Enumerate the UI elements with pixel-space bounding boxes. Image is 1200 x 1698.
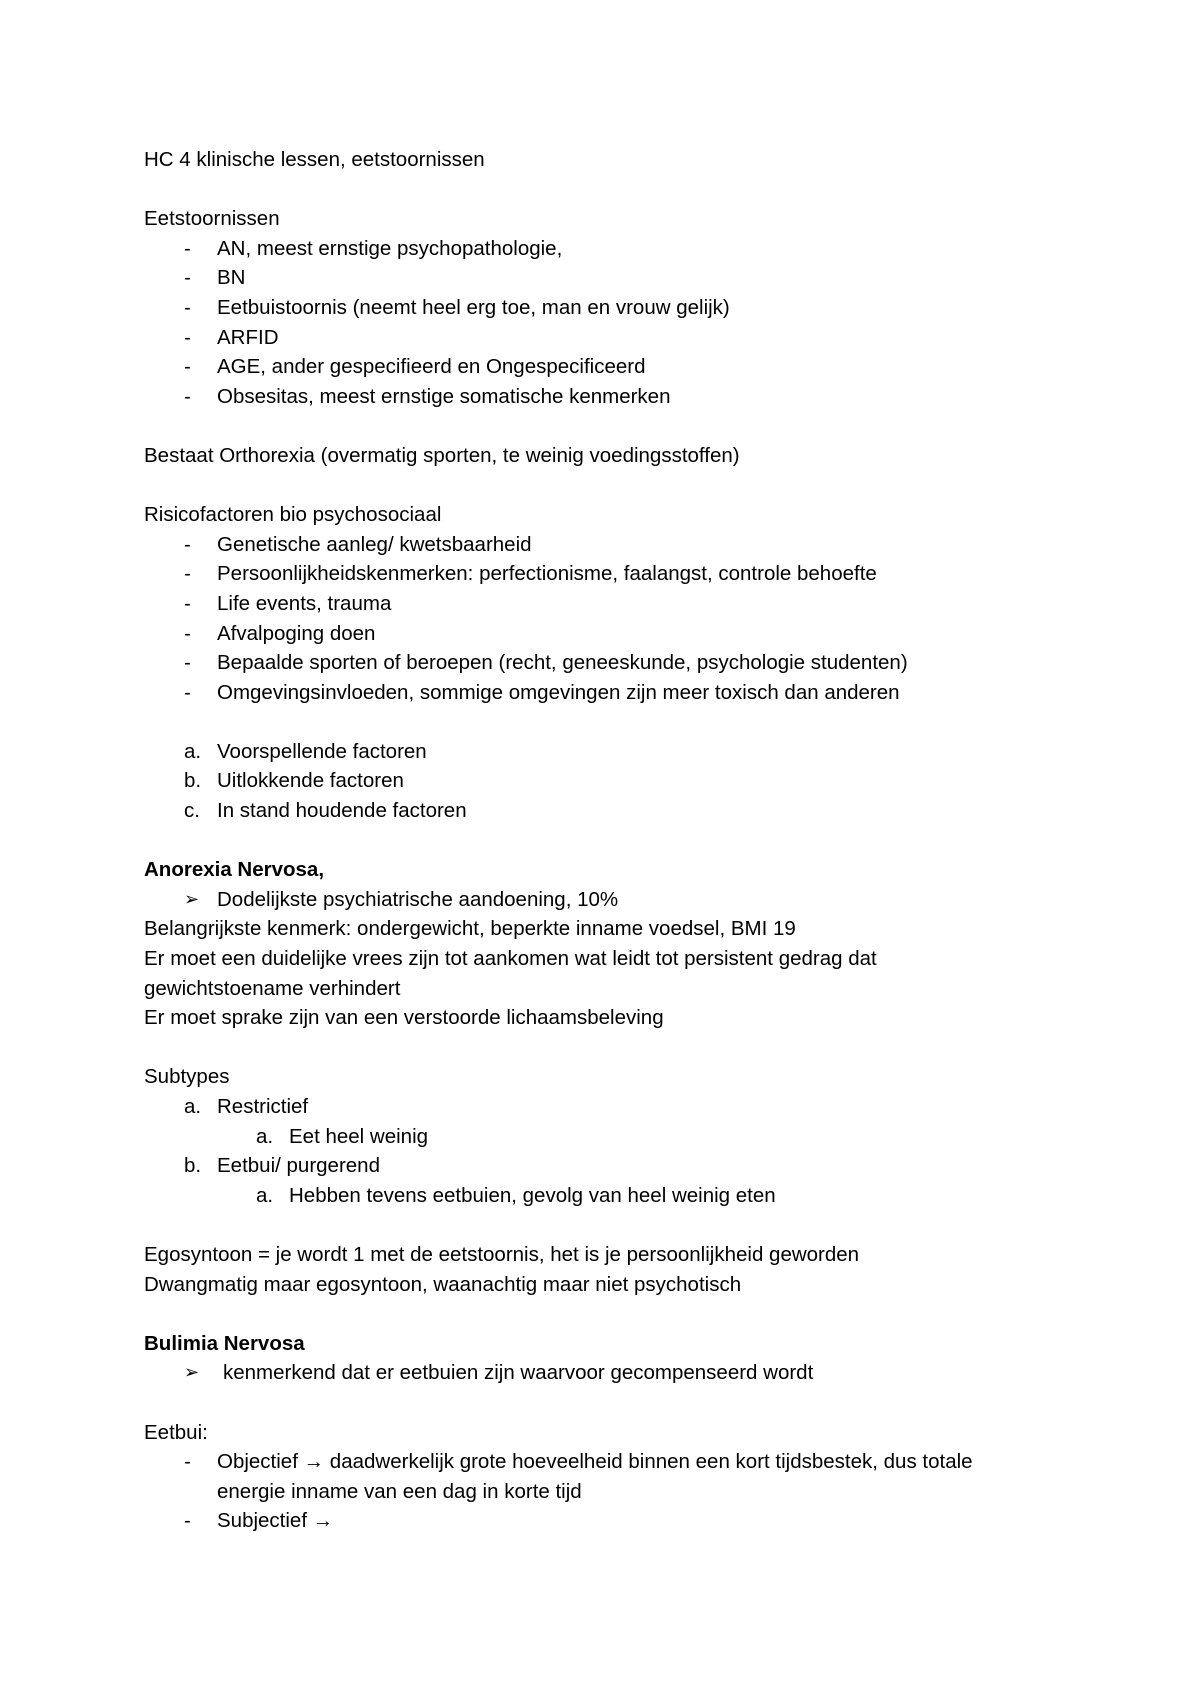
dash-marker: - [184,532,191,556]
document-title: HC 4 klinische lessen, eetstoornissen [144,148,485,171]
letter-marker: b. [184,769,202,793]
list-item: a. Restrictief [144,1092,1084,1122]
list-item: - Obsesitas, meest ernstige somatische kenmerken [144,382,1084,412]
list-item: a. Eet heel weinig [144,1122,1084,1152]
list-item: ➢ Dodelijkste psychiatrische aandoening, 10% [144,885,1084,915]
spacer [144,175,1084,205]
dash-marker: - [184,680,191,704]
list-item: - ARFID [144,323,1084,353]
orthorexia-line: Bestaat Orthorexia (overmatig sporten, te weinig voedingsstoffen) [144,443,740,467]
list-item [144,1506,1084,1536]
paragraph-line: Dwangmatig maar egosyntoon, waanachtig maar niet psychotisch [144,1272,742,1296]
dash-marker: - [184,591,191,615]
paragraph-line: Er moet sprake zijn van een verstoorde lichaamsbeleving [144,1006,664,1030]
spacer [144,707,1084,737]
list-item: ➢ kenmerkend dat er eetbuien zijn waarvoor gecompenseerd wordt [144,1358,1084,1388]
dash-marker: - [184,1450,191,1474]
letter-marker: b. [184,1154,202,1178]
dash-marker: - [184,295,191,319]
list-item-continuation: energie inname van een dag in korte tijd [217,1479,582,1503]
list-item: - Afvalpoging doen [144,619,1084,649]
list-item: a. Hebben tevens eetbuien, gevolg van heel weinig eten [144,1181,1084,1211]
bulimia-heading: Bulimia Nervosa [144,1331,305,1355]
dash-marker: - [184,266,191,290]
paragraph-line: Egosyntoon = je wordt 1 met de eetstoornis, het is je persoonlijkheid geworden [144,1242,860,1266]
dash-marker: - [184,651,191,675]
subjectief-label: Subjectief [217,1509,308,1533]
list-item: - Omgevingsinvloeden, sommige omgevingen zijn meer toxisch dan anderen [144,678,1084,708]
list-item: - Persoonlijkheidskenmerken: perfectionisme, faalangst, controle behoefte [144,559,1084,589]
list-item: - Bepaalde sporten of beroepen (recht, geneeskunde, psychologie studenten) [144,648,1084,678]
letter-marker: a. [256,1183,274,1207]
risicofactoren-heading: Risicofactoren bio psychosociaal [144,503,442,527]
spacer [144,471,1084,501]
list-item: b. Uitlokkende factoren [144,766,1084,796]
spacer [144,1299,1084,1329]
list-item: - BN [144,263,1084,293]
list-item: - AN, meest ernstige psychopathologie, [144,234,1084,264]
spacer [144,1033,1084,1063]
letter-marker: c. [184,799,200,823]
letter-marker: a. [184,1095,202,1118]
dash-marker: - [184,355,191,379]
spacer [144,826,1084,856]
list-item: - Genetische aanleg/ kwetsbaarheid [144,530,1084,560]
dash-marker: - [184,325,191,349]
spacer [144,1388,1084,1418]
list-item: - Eetbuistoornis (neemt heel erg toe, man en vrouw gelijk) [144,293,1084,323]
paragraph-line: Er moet een duidelijke vrees zijn tot aankomen wat leidt tot persistent gedrag dat [144,947,877,971]
subtypes-heading: Subtypes [144,1065,230,1089]
eetbui-heading: Eetbui: [144,1420,208,1444]
arrowhead-bullet-icon: ➢ [184,888,200,909]
document-page [144,145,1084,1536]
list-item: - Life events, trauma [144,589,1084,619]
spacer [144,1210,1084,1240]
list-item: c. In stand houdende factoren [144,796,1084,826]
letter-marker: a. [256,1124,274,1148]
list-item: a. Voorspellende factoren [144,737,1084,767]
dash-marker: - [184,1509,191,1533]
dash-marker: - [184,236,191,260]
objectief-label: Objectief [217,1450,298,1474]
list-item: - Objectief → daadwerkelijk grote hoeveelheid binnen een kort tijdsbestek, dus totale [144,1447,1084,1477]
letter-marker: a. [184,739,202,763]
paragraph-line: Belangrijkste kenmerk: ondergewicht, beperkte inname voedsel, BMI 19 [144,917,796,941]
anorexia-heading: Anorexia Nervosa, [144,858,325,882]
right-arrow-icon: → [312,1509,334,1533]
spacer [144,411,1084,441]
list-item: b. Eetbui/ purgerend [144,1151,1084,1181]
dash-marker: - [184,562,191,586]
dash-marker: - [184,621,191,645]
dash-marker: - [184,384,191,408]
arrowhead-bullet-icon: ➢ [184,1362,200,1383]
right-arrow-icon: → [303,1450,325,1474]
eetstoornissen-heading: Eetstoornissen [144,207,280,231]
paragraph-line: gewichtstoename verhindert [144,976,401,1000]
list-item: - AGE, ander gespecifieerd en Ongespecificeerd [144,352,1084,382]
